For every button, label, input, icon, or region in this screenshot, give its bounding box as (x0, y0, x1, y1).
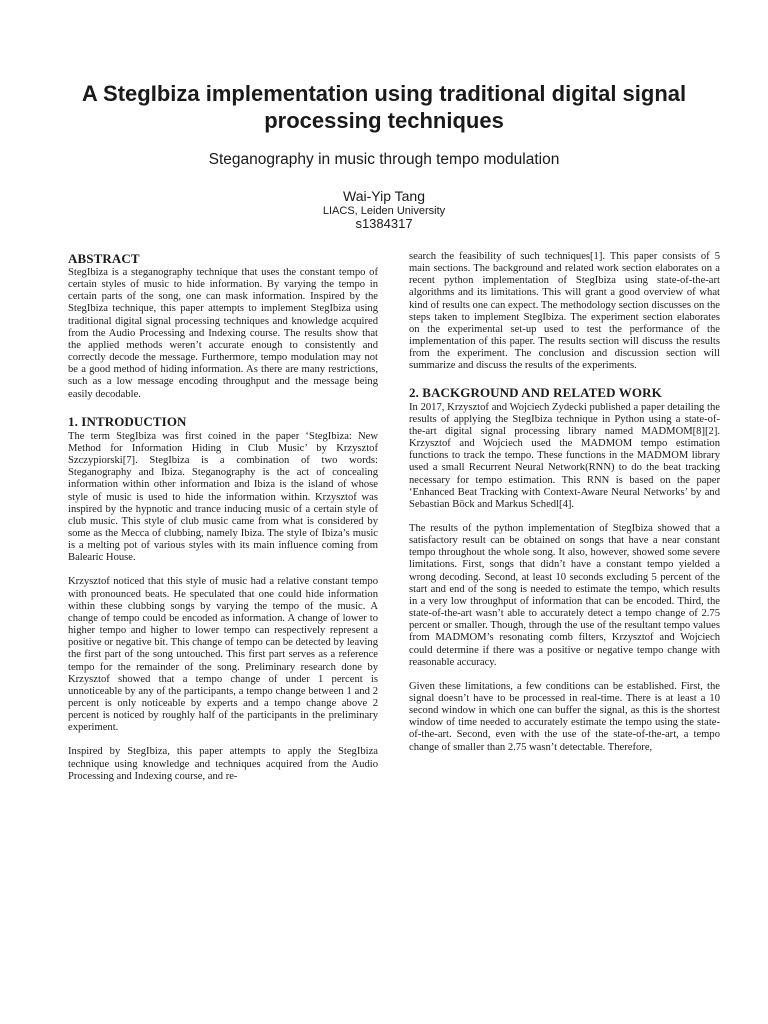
abstract-heading: ABSTRACT (68, 251, 140, 266)
author-affiliation: LIACS, Leiden University (322, 205, 446, 217)
introduction-paragraph-2: Krzysztof noticed that this style of music had a relative constant tempo with pronounced beats. He speculated that one could hide information within these clubbing songs by varying the tempo of the music. A change of tempo could be encoded as information. A change of lower to higher tempo and higher to lower tempo can respectively represent a positive or negative bit. This change of tempo can be detected by leaving the first part of the song untouched. This first part serves as a reference tempo for the remainder of the song. Preliminary research done by Krzysztof showed that a tempo change of under 1 percent is unnoticeable by any of the participants, a tempo change between 1 and 2 percent is only noticeable by experts and a tempo change above 2 percent is noticed by roughly half of the participants in the preliminary experiment. (68, 576, 378, 734)
right-column (409, 251, 720, 754)
introduction-paragraph-1: The term StegIbiza was first coined in the paper ‘StegIbiza: New Method for Information Hiding in Club Music’ by Krzysztof Szczypiorski[7]. StegIbiza is a combination of two words: Steganography and Ibiza. Steganography is the act of concealing information within other information and Ibiza is the island of whose style of music is used to hide the information within. Krzysztof was inspired by the hypnotic and trance inducing music of a certain style of club music. This style of club music came from what is considered by some as the Mecca of clubbing, namely Ibiza. The style of Ibiza’s music is a melting pot of various styles with its main influence coming from Balearic House. (68, 430, 378, 564)
background-paragraph-2: The results of the python implementation of StegIbiza showed that a satisfactory result can be obtained on songs that have a near constant tempo throughout the whole song. It also, however, showed some severe limitations. First, songs that didn’t have a constant tempo yielded a wrong decoding. Second, at least 10 seconds excluding 5 percent of the start and end of the song is needed to estimate the tempo, which results in a very low throughput of information that can be encoded. Third, the state-of-the-art wasn’t able to accurately detect a tempo change of 2.75 percent or smaller. Though, through the use of the resultant tempo values from MADMOM’s resonating comb filters, Krzysztof and Wojciech could determine if there was a positive or negative tempo change with reasonable accuracy. (409, 522, 720, 668)
author-name: Wai-Yip Tang (343, 188, 425, 204)
introduction-paragraph-3: Inspired by StegIbiza, this paper attempts to apply the StegIbiza technique using knowledge and techniques acquired from the Audio Processing and Indexing course, and re- (68, 746, 378, 782)
background-paragraph-3: Given these limitations, a few conditions can be established. First, the signal doesn’t have to be processed in real-time. There is at least a 10 second window in which one can buffer the signal, as this is the shortest window of time needed to accurately estimate the tempo using the state-of-the-art. Second, even with the use of the state-of-the-art, a tempo change of smaller than 2.75 wasn’t detectable. Therefore, (409, 680, 720, 753)
left-column (68, 251, 378, 783)
abstract-text: StegIbiza is a steganography technique that uses the constant tempo of certain styles of music to hide information. By varying the tempo in certain parts of the song, one can mask information. Inspired by the StegIbiza technique, this paper attempts to implement StegIbiza using traditional digital signal processing techniques and knowledge acquired from the Audio Processing and Indexing course. The results show that the applied methods weren’t accurate enough to consistently and correctly decode the message. Furthermore, tempo modulation may not be a good method of hiding information. As there are many restrictions, such as a low message encoding throughput and the message being easily decodable. (68, 267, 378, 400)
paper-title: A StegIbiza implementation using traditional digital signal processing techniques (81, 81, 687, 133)
student-id: s1384317 (355, 216, 413, 231)
introduction-heading: 1. INTRODUCTION (68, 413, 187, 429)
introduction-paragraph-3-continued: search the feasibility of such techniques[1]. This paper consists of 5 main sections. The background and related work section elaborates on a recent python implementation of StegIbiza using state-of-the-art algorithms and its limitations. This will grant a good overview of what kind of results one can expect. The methodology section discusses on the steps taken to implement StegIbiza. The experiment section elaborates on the experimental set-up used to test the performance of the implementation of this paper. The results section will discuss the results from the experiment. The conclusion and discussion section will summarize and discuss the results of the experiments. (409, 251, 720, 372)
background-paragraph-1: In 2017, Krzysztof and Wojciech Zydecki published a paper detailing the results of applying the StegIbiza technique in Python using a state-of-the-art digital signal processing library named MADMOM[8][2]. Krzysztof and Wojciech used the MADMOM tempo estimation functions to track the tempo. These functions in the MADMOM library used a small Recurrent Neural Network(RNN) to do the beat tracking necessary for tempo estimation. This RNN is based on the paper ‘Enhanced Beat Tracking with Context-Aware Neural Networks’ by and Sebastian Böck and Markus Schedl[4]. (409, 401, 720, 510)
background-heading: 2. BACKGROUND AND RELATED WORK (409, 384, 662, 400)
paper-subtitle: Steganography in music through tempo modulation (208, 151, 560, 168)
